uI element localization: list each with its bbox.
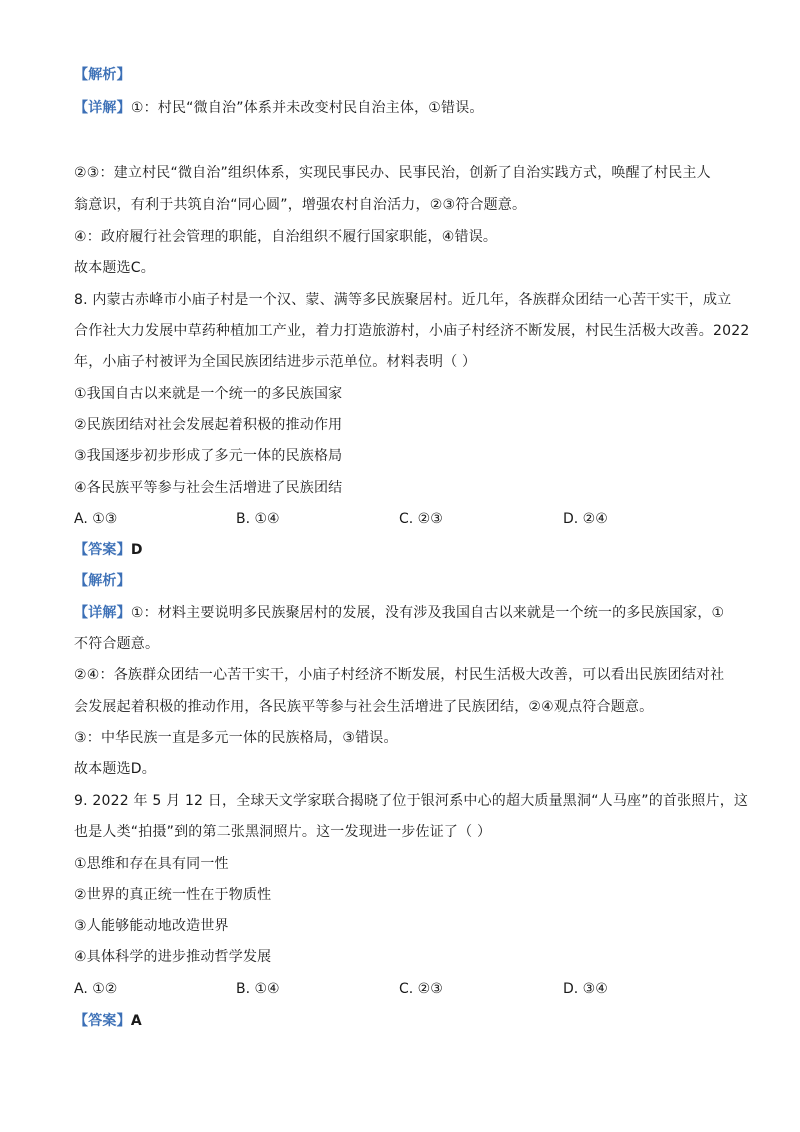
conclusion-line: 故本题选C。 (74, 260, 155, 276)
question-8-item: ①我国自古以来就是一个统一的多民族国家 (74, 386, 343, 402)
detail-paragraph-line: ④：政府履行社会管理的职能，自治组织不履行国家职能，④错误。 (74, 229, 498, 245)
question-9-item: ①思维和存在具有同一性 (74, 856, 229, 872)
detail-paragraph-line: ②④：各族群众团结一心苦干实干，小庙子村经济不断发展，村民生活极大改善，可以看出民族团结对社 (74, 667, 725, 683)
analysis-tag: 【解析】 (74, 67, 131, 83)
question-9-item: ②世界的真正统一性在于物质性 (74, 887, 272, 903)
question-8-option-d: D. ②④ (563, 511, 608, 527)
question-8-option-b: B. ①④ (236, 511, 280, 527)
question-8-item: ③我国逐步初步形成了多元一体的民族格局 (74, 448, 343, 464)
detail-paragraph-line: ②③：建立村民“微自治”组织体系，实现民事民办、民事民治，创新了自治实践方式，唤醒了村民主人 (74, 165, 711, 181)
answer-value: D (130, 542, 143, 558)
conclusion-line: 故本题选D。 (74, 761, 156, 777)
answer-tag: 【答案】 (74, 1013, 131, 1029)
question-8-line: 8. 内蒙古赤峰市小庙子村是一个汉、蒙、满等多民族聚居村。近几年，各族群众团结一心苦干实干，成立 (74, 292, 732, 308)
question-8-item: ②民族团结对社会发展起着积极的推动作用 (74, 417, 343, 433)
question-9-line: 9. 2022 年 5 月 12 日，全球天文学家联合揭晓了位于银河系中心的超大质量黑洞“人马座”的首张照片，这 (74, 793, 749, 809)
question-9-option-b: B. ①④ (236, 981, 280, 997)
question-8-option-a: A. ①③ (74, 511, 118, 527)
detail-line (74, 99, 484, 117)
question-9-option-d: D. ③④ (563, 981, 608, 997)
detail-text: ①：材料主要说明多民族聚居村的发展，没有涉及我国自古以来就是一个统一的多民族国家，① (130, 605, 725, 621)
question-8-item: ④各民族平等参与社会生活增进了民族团结 (74, 480, 343, 496)
question-9-item: ④具体科学的进步推动哲学发展 (74, 949, 272, 965)
analysis-tag: 【解析】 (74, 573, 131, 589)
question-8-line: 年，小庙子村被评为全国民族团结进步示范单位。材料表明（ ） (74, 354, 477, 370)
detail-tag: 【详解】 (74, 605, 131, 621)
question-9-option-a: A. ①② (74, 981, 118, 997)
question-9-option-c: C. ②③ (399, 981, 443, 997)
question-8-option-c: C. ②③ (399, 511, 443, 527)
detail-paragraph-line: 会发展起着积极的推动作用，各民族平等参与社会生活增进了民族团结，②④观点符合题意。 (74, 699, 654, 715)
answer-tag: 【答案】 (74, 542, 131, 558)
detail-paragraph-line: 不符合题意。 (74, 636, 160, 652)
detail-tag: 【详解】 (74, 100, 131, 116)
detail-paragraph-line: ③：中华民族一直是多元一体的民族格局，③错误。 (74, 730, 398, 746)
answer-value: A (130, 1013, 142, 1029)
answer-line (74, 541, 143, 559)
question-9-item: ③人能够能动地改造世界 (74, 918, 229, 934)
answer-line (74, 1012, 142, 1030)
question-9-line: 也是人类“拍摄”到的第二张黑洞照片。这一发现进一步佐证了（ ） (74, 824, 492, 840)
detail-line (74, 604, 724, 622)
detail-text: ①：村民“微自治”体系并未改变村民自治主体，①错误。 (130, 100, 484, 116)
detail-paragraph-line: 翁意识，有利于共筑自治“同心圆”，增强农村自治活力，②③符合题意。 (74, 197, 527, 213)
question-8-line: 合作社大力发展中草药种植加工产业，着力打造旅游村，小庙子村经济不断发展，村民生活极大改善。2022 (74, 323, 750, 339)
